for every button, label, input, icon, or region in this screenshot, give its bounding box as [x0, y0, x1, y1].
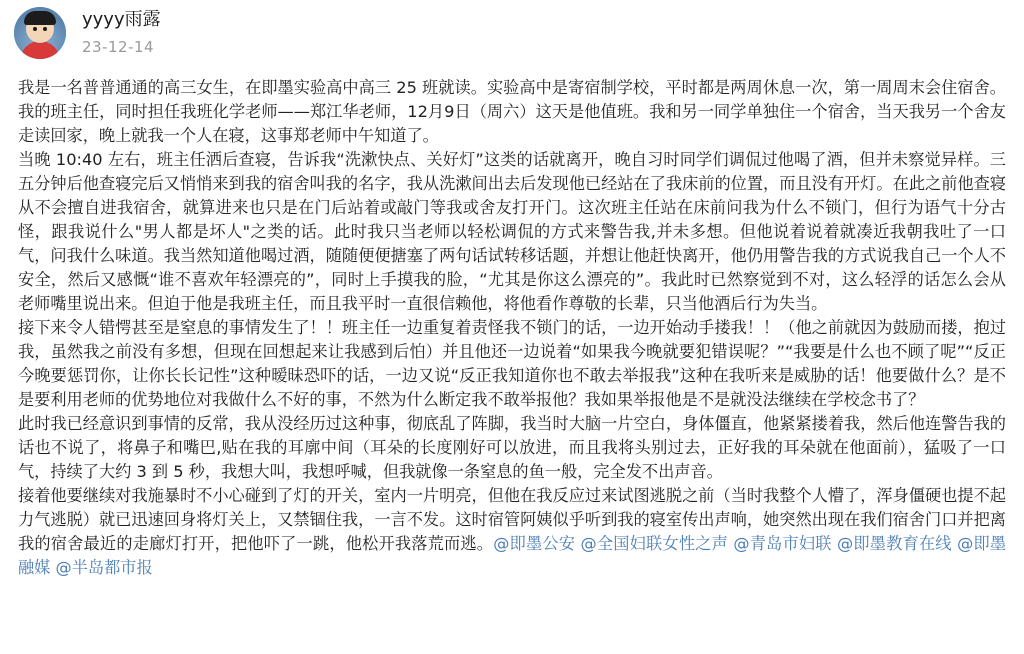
mention-tag[interactable]: @即墨公安: [493, 534, 576, 553]
avatar-eye: [43, 27, 47, 31]
post-header: [14, 6, 161, 60]
post-paragraph: 当晚 10:40 左右，班主任洒后查寝，告诉我“洗漱快点、关好灯”这类的话就离开，晚自习时同学们调侃过他喝了酒，但并未察觉异样。三五分钟后他查寝完后又悄悄来到我的宿舍叫我的名字，我从洗漱间出去后发现他已经站在了我床前的位置，而且没有开灯。在此之前他查寝从不会擅自进我宿舍，就算进来也只是在门后站着或敲门等我或舍友打开门。这次班主任站在床前问我为什么不锁门，但行为语气十分古怪，跟我说什么"男人都是坏人"之类的话。此时我只当老师以轻松调侃的方式来警告我,并未多想。但他说着说着就凑近我朝我吐了一口气，问我什么味道。我当然知道他喝过酒，随随便便搪塞了两句话试转移话题，并想让他赶快离开，他仍用警告我的方式说我自己一个人不安全，然后又感慨“谁不喜欢年轻漂亮的”，同时上手摸我的脸，“尤其是你这么漂亮的”。我此时已然察觉到不对，这么轻浮的话怎么会从老师嘴里说出来。但迫于他是我班主任，而且我平时一直很信赖他，将他看作尊敬的长辈，只当他酒后行为失当。: [18, 150, 1006, 313]
avatar-hair: [24, 11, 56, 25]
post-paragraph: 此时我已经意识到事情的反常，我从没经历过这种事，彻底乱了阵脚，我当时大脑一片空白，身体僵直，他紧紧搂着我，然后他连警告我的话也不说了，将鼻子和嘴巴,贴在我的耳廓中间（耳朵的长度刚好可以放进，而且我将头别过去，正好我的耳朵就在他面前），猛吸了一口气，持续了大约 3 到 5 秒，我想大叫，我想呼喊，但我就像一条窒息的鱼一般，完全发不出声音。: [18, 414, 1006, 481]
post-paragraph-with-tags: [18, 484, 1006, 580]
mention-tag[interactable]: @全国妇联女性之声: [580, 534, 728, 553]
post-paragraph: 我是一名普普通通的高三女生，在即墨实验高中高三 25 班就读。实验高中是寄宿制学校，平时都是两周休息一次，第一周周末会住宿舍。我的班主任，同时担任我班化学老师——郑江华老师，12月9日（周六）这天是他值班。我和另一同学单独住一个宿舍，当天我另一个舍友走读回家，晚上就我一个人在寝，这事郑老师中午知道了。: [18, 78, 1006, 145]
mention-tag[interactable]: @青岛市妇联: [733, 534, 832, 553]
mention-tag[interactable]: @即墨融媒: [18, 534, 1007, 577]
post-body: [18, 76, 1006, 580]
author-name[interactable]: yyyy雨露: [82, 9, 161, 30]
post-paragraph: 接着他要继续对我施暴时不小心碰到了灯的开关，室内一片明亮，但他在我反应过来试图逃脱之前（当时我整个人懵了，浑身僵硬也提不起力气逃脱）就已迅速回身将灯关上，又禁锢住我，一言不发。这时宿管阿姨似乎听到我的寝室传出声响，她突然出现在我们宿舍门口并把离我的宿舍最近的走廊灯打开，把他吓了一跳，他松开我落荒而逃。: [18, 486, 1006, 553]
avatar[interactable]: [14, 7, 66, 59]
mention-tag[interactable]: @半岛都市报: [55, 558, 153, 577]
post-date: 23-12-14: [82, 38, 155, 56]
post-meta: [82, 9, 161, 57]
avatar-eye: [33, 27, 37, 31]
post-paragraph: 接下来令人错愕甚至是窒息的事情发生了！！班主任一边重复着责怪我不锁门的话，一边开始动手搂我！！（他之前就因为鼓励而搂，抱过我，虽然我之前没有多想，但现在回想起来让我感到后怕）并且他还一边说着“如果我今晚就要犯错误呢？”“我要是什么也不顾了呢”“反正今晚要惩罚你，让你长长记性”这种暧昧恐吓的话，一边又说“反正我知道你也不敢去举报我”这种在我听来是威胁的话！他要做什么？是不是要利用老师的优势地位对我做什么不好的事，不然为什么断定我不敢举报他？我如果举报他是不是就没法继续在学校念书了？: [18, 318, 1006, 409]
mention-tag[interactable]: @即墨教育在线: [837, 534, 952, 553]
